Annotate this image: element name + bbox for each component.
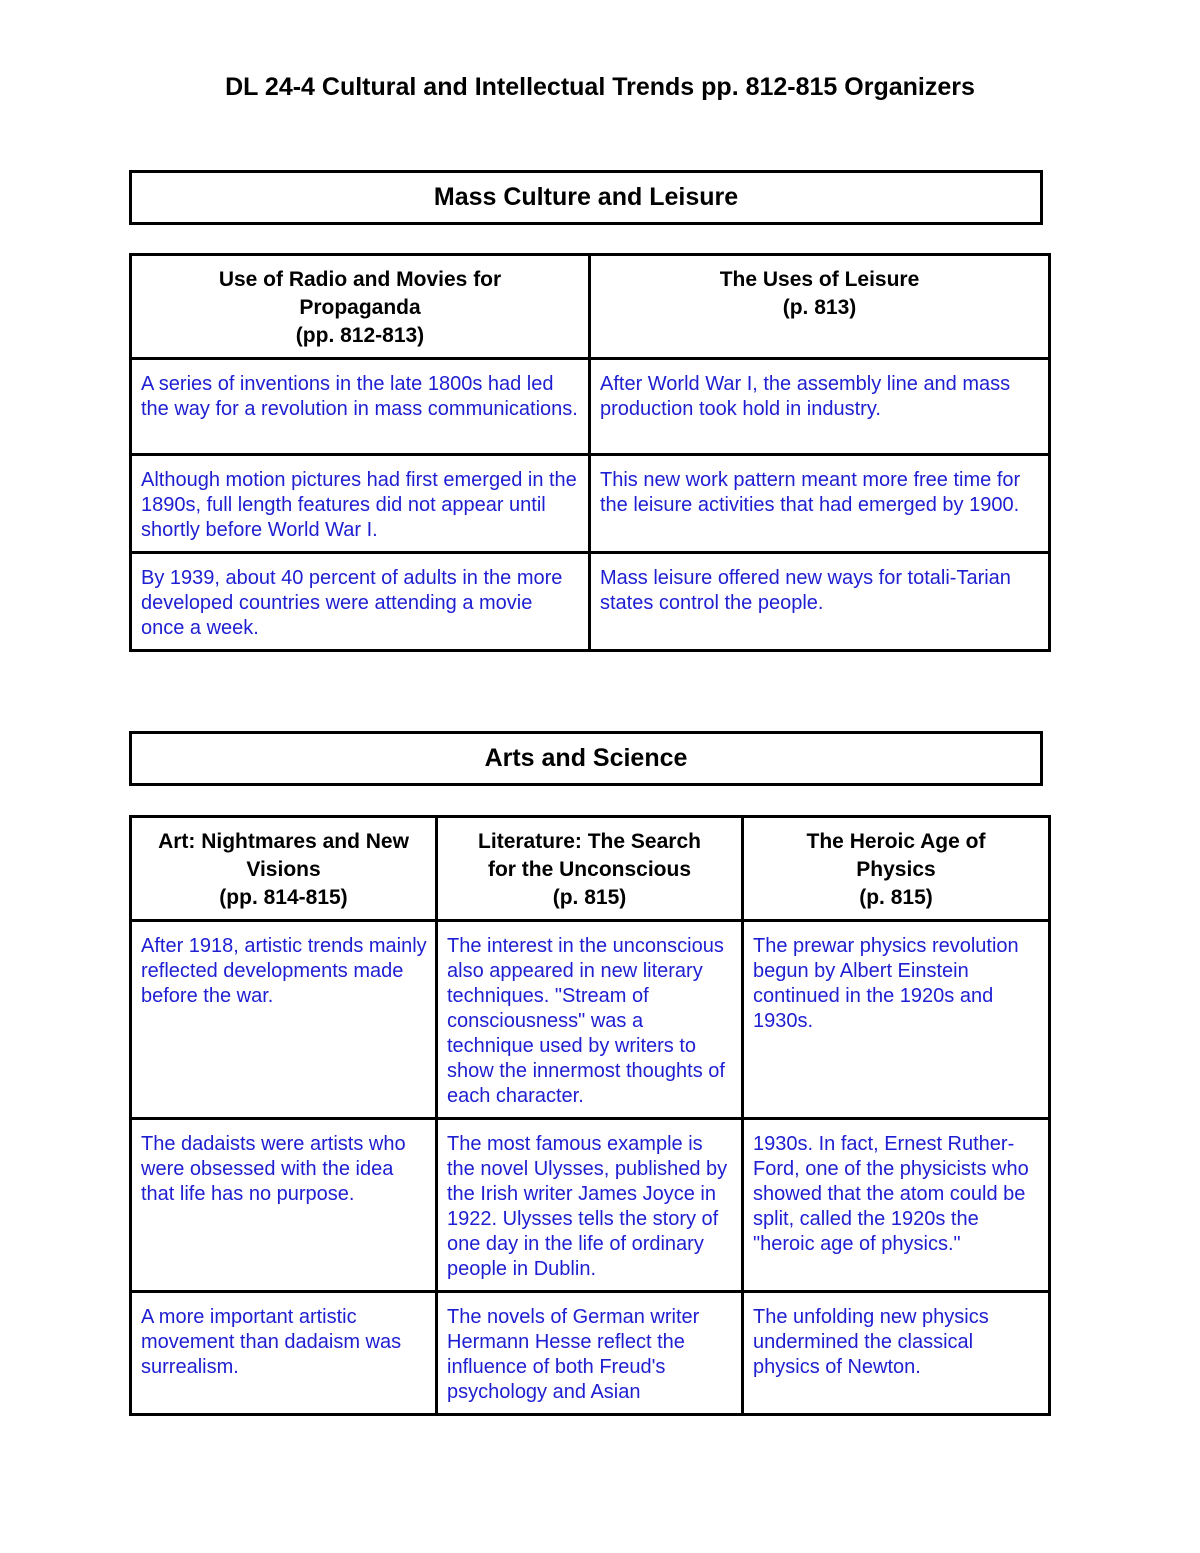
table-header-row — [131, 255, 1050, 359]
table-cell: The dadaists were artists who were obsessed with the idea that life has no purpose. — [131, 1119, 437, 1292]
heading-line: Visions — [246, 858, 321, 881]
heading-line: Propaganda — [299, 296, 421, 319]
heading-line: (pp. 814-815) — [219, 886, 348, 909]
column-heading-radio-movies — [131, 255, 590, 359]
table-header-row — [131, 817, 1050, 921]
column-heading-physics — [743, 817, 1050, 921]
table-cell: A series of inventions in the late 1800s had led the way for a revolution in mass communications. — [131, 359, 590, 455]
table-cell: After 1918, artistic trends mainly reflected developments made before the war. — [131, 921, 437, 1119]
column-heading-art — [131, 817, 437, 921]
heading-line: (p. 813) — [782, 296, 857, 319]
heading-line: The Uses of Leisure — [719, 268, 920, 291]
heading-line: Physics — [856, 858, 936, 881]
heading-line: (p. 815) — [859, 886, 933, 909]
document-title: DL 24-4 Cultural and Intellectual Trends pp. 812-815 Organizers — [225, 73, 975, 101]
table-cell: The novels of German writer Hermann Hesse reflect the influence of both Freud's psychology and Asian — [437, 1292, 743, 1415]
heading-line: for the Unconscious — [487, 858, 692, 881]
table-cell: Although motion pictures had first emerged in the 1890s, full length features did not appear until shortly before World War I. — [131, 455, 590, 553]
table-cell: The most famous example is the novel Ulysses, published by the Irish writer James Joyce in 1922. Ulysses tells the story of one day in the life of ordinary people in Dublin. — [437, 1119, 743, 1292]
table-row — [131, 1119, 1050, 1292]
table-cell: Mass leisure offered new ways for totali-Tarian states control the people. — [590, 553, 1050, 651]
table-row — [131, 921, 1050, 1119]
column-heading-literature — [437, 817, 743, 921]
table-cell: By 1939, about 40 percent of adults in the more developed countries were attending a movie once a week. — [131, 553, 590, 651]
heading-line: Art: Nightmares and New — [158, 830, 409, 853]
column-heading-uses-of-leisure — [590, 255, 1050, 359]
section-title-text: Mass Culture and Leisure — [433, 183, 739, 211]
table-row — [131, 359, 1050, 455]
mass-culture-table — [129, 253, 1051, 652]
heading-line: (p. 815) — [552, 886, 627, 909]
section-title-mass-culture — [129, 170, 1043, 225]
section-title-arts-science — [129, 731, 1043, 786]
heading-line: Use of Radio and Movies for — [218, 268, 502, 291]
heading-line: (pp. 812-813) — [295, 324, 425, 347]
table-cell: The prewar physics revolution begun by Albert Einstein continued in the 1920s and 1930s. — [743, 921, 1050, 1119]
table-row — [131, 455, 1050, 553]
table-cell: The unfolding new physics undermined the classical physics of Newton. — [743, 1292, 1050, 1415]
table-cell: After World War I, the assembly line and mass production took hold in industry. — [590, 359, 1050, 455]
table-row — [131, 553, 1050, 651]
heading-line: Literature: The Search — [478, 830, 701, 853]
table-cell: 1930s. In fact, Ernest Ruther-Ford, one of the physicists who showed that the atom could be split, called the 1920s the "heroic age of physics." — [743, 1119, 1050, 1292]
table-row — [131, 1292, 1050, 1415]
arts-science-table — [129, 815, 1051, 1416]
heading-line: The Heroic Age of — [806, 830, 986, 853]
table-cell: This new work pattern meant more free time for the leisure activities that had emerged by 1900. — [590, 455, 1050, 553]
section-title-text: Arts and Science — [484, 744, 688, 772]
table-cell: The interest in the unconscious also appeared in new literary techniques. "Stream of consciousness" was a technique used by writers to show the innermost thoughts of each character. — [437, 921, 743, 1119]
table-cell: A more important artistic movement than dadaism was surrealism. — [131, 1292, 437, 1415]
